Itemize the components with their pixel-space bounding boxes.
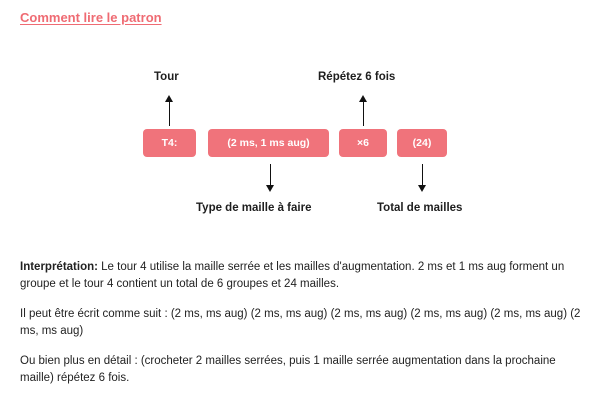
arrow-up-repeat — [363, 101, 364, 126]
box-stitch-group: (2 ms, 1 ms aug) — [208, 129, 329, 157]
interpretation-paragraph — [20, 259, 585, 292]
label-tour: Tour — [154, 71, 179, 83]
section-title: Comment lire le patron — [20, 10, 162, 25]
arrow-down-total — [422, 164, 423, 186]
box-total: (24) — [397, 129, 447, 157]
label-total: Total de mailles — [377, 202, 463, 214]
interpretation-heading: Interprétation: — [20, 261, 98, 273]
label-repeat: Répétez 6 fois — [318, 71, 396, 83]
arrow-down-stitch — [270, 164, 271, 186]
written-form-paragraph: Il peut être écrit comme suit : (2 ms, ms aug) (2 ms, ms aug) (2 ms, ms aug) (2 ms, ms aug) (2 ms, ms aug) (2 ms, ms aug) — [20, 308, 581, 337]
box-round: T4: — [143, 129, 196, 157]
interpretation-text: Le tour 4 utilise la maille serrée et les mailles d'augmentation. 2 ms et 1 ms aug forment un groupe et le tour 4 contient un total de 6 groupes et 24 mailles. — [20, 261, 565, 290]
detailed-form-paragraph: Ou bien plus en détail : (crocheter 2 mailles serrées, puis 1 maille serrée augmentation dans la prochaine maille) répétez 6 fois. — [20, 355, 556, 384]
box-repeat: ×6 — [339, 129, 387, 157]
arrow-up-tour — [169, 101, 170, 126]
label-stitch-type: Type de maille à faire — [196, 202, 312, 214]
